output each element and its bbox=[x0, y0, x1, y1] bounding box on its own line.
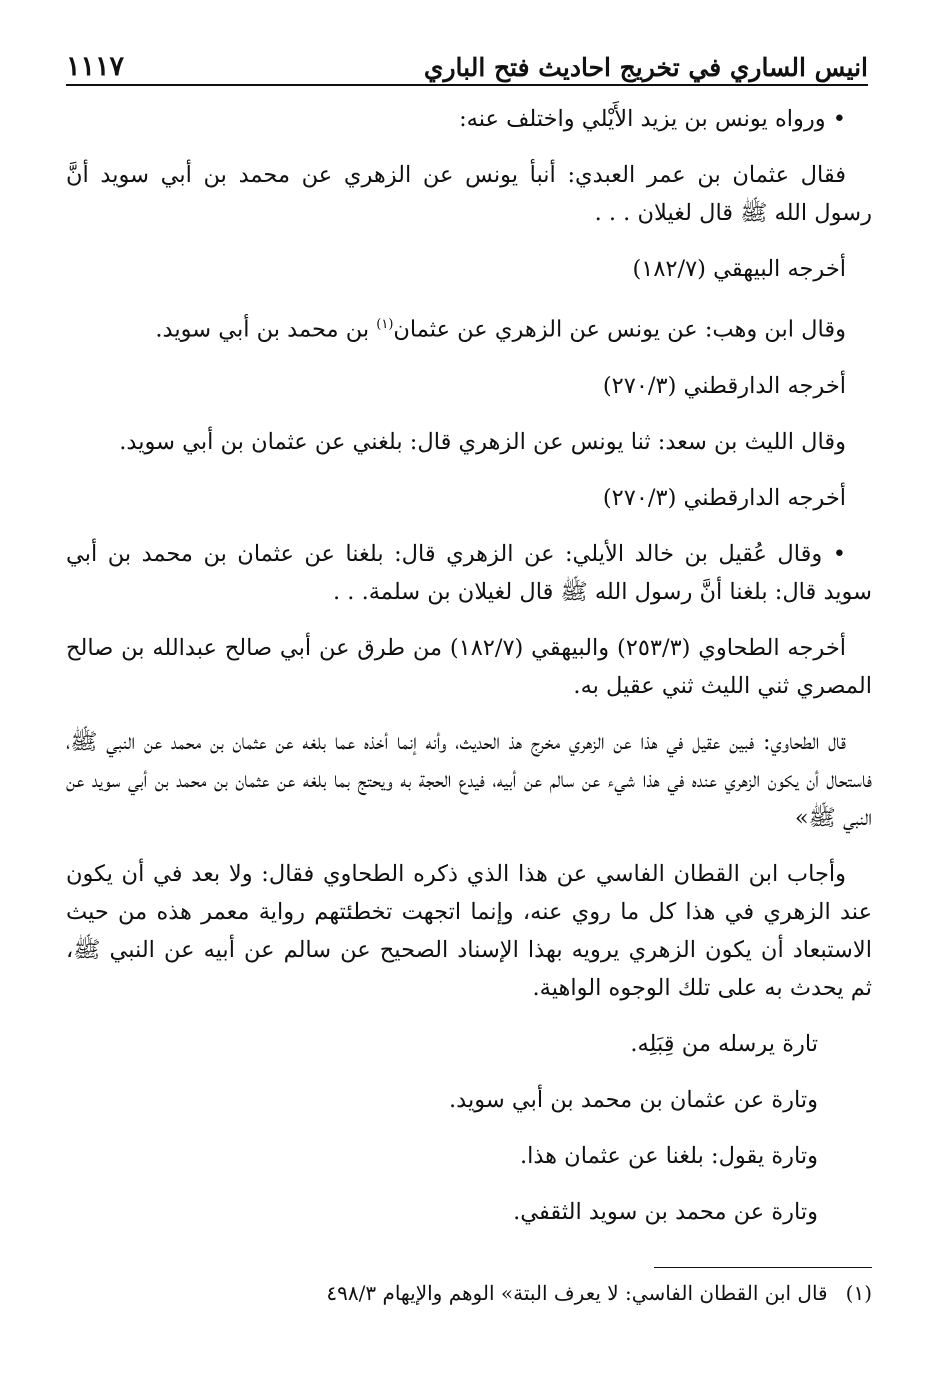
paragraph-uthman-ibn-umar: فقال عثمان بن عمر العبدي: أنبأ يونس عن الزهري عن محمد بن أبي سويد أنَّ رسول الله ﷺ قال لغيلان . . . bbox=[66, 162, 872, 226]
citation-bayhaqi: أخرجه البيهقي (١٨٢/٧) bbox=[632, 256, 846, 282]
paragraph-ibn-qattan-reply: وأجاب ابن القطان الفاسي عن هذا الذي ذكره الطحاوي فقال: ولا بعد في أن يكون عند الزهري في هذا كل ما روي عنه، وإنما اتجهت تخطئتهم رواية معمر هذه من حيث الاستبعاد أن يكون الزهري يرويه بهذا الإسناد الصحيح عن سالم عن أبيه عن النبي ﷺ، ثم يحدث به على تلك الوجوه الواهية. bbox=[66, 860, 872, 1001]
main-text bbox=[66, 100, 872, 1249]
paragraph-text-continued: بن محمد بن أبي سويد. bbox=[155, 316, 377, 343]
list-item: وتارة عن محمد بن سويد الثقفي. bbox=[513, 1198, 818, 1225]
page-header bbox=[66, 38, 868, 82]
footnote-number: (١) bbox=[845, 1281, 872, 1305]
list-item: وتارة يقول: بلغنا عن عثمان هذا. bbox=[519, 1142, 818, 1169]
citation-daraqutni-1: أخرجه الدارقطني (٢٧٠/٣) bbox=[602, 372, 846, 399]
header-rule bbox=[66, 84, 868, 86]
paragraph-text: وقال ابن وهب: عن يونس عن الزهري عن عثمان bbox=[393, 316, 846, 343]
paragraph-tahawi-quote: قال الطحاوي: فبين عقيل في هذا عن الزهري مخرج هذ الحديث، وأنه إنما أخذه عما بلغه عن عثمان بن محمد عن النبي ﷺ، فاستحال أن يكون الزهري عنده في هذا شيء عن سالم عن أبيه، فيدع الحجة به ويحتج بما بلغه عن عثمان بن محمد بن أبي سويد عن النبي ﷺ» bbox=[66, 728, 872, 831]
running-title: انيس الساري في تخريج احاديث فتح الباري bbox=[423, 53, 868, 82]
paragraph-yunus-narration: • ورواه يونس بن يزيد الأَيْلي واختلف عنه: bbox=[459, 106, 846, 132]
footnote bbox=[66, 1278, 872, 1308]
citation-tahawi-bayhaqi: أخرجه الطحاوي (٢٥٣/٣) والبيهقي (١٨٢/٧) من طرق عن أبي صالح عبدالله بن صالح المصري ثني الليث ثني عقيل به. bbox=[66, 634, 872, 699]
footnote-text: قال ابن القطان الفاسي: لا يعرف البتة» الوهم والإيهام ٤٩٨/٣ bbox=[326, 1281, 828, 1305]
list-item: تارة يرسله من قِبَلِه. bbox=[630, 1030, 818, 1057]
list-item: وتارة عن عثمان بن محمد بن أبي سويد. bbox=[449, 1086, 818, 1113]
paragraph-ibn-wahb bbox=[66, 306, 872, 349]
paragraph-layth: وقال الليث بن سعد: ثنا يونس عن الزهري قال: بلغني عن عثمان بن أبي سويد. bbox=[119, 428, 846, 455]
footnote-rule bbox=[654, 1267, 872, 1268]
citation-daraqutni-2: أخرجه الدارقطني (٢٧٠/٣) bbox=[602, 484, 846, 511]
paragraph-uqayl: • وقال عُقيل بن خالد الأيلي: عن الزهري قال: بلغنا عن عثمان بن محمد بن أبي سويد قال: بلغنا أنَّ رسول الله ﷺ قال لغيلان بن سلمة. . . bbox=[66, 540, 872, 605]
footnote-marker[interactable]: (١) bbox=[376, 317, 394, 332]
page-number: ١١١٧ bbox=[66, 51, 125, 82]
